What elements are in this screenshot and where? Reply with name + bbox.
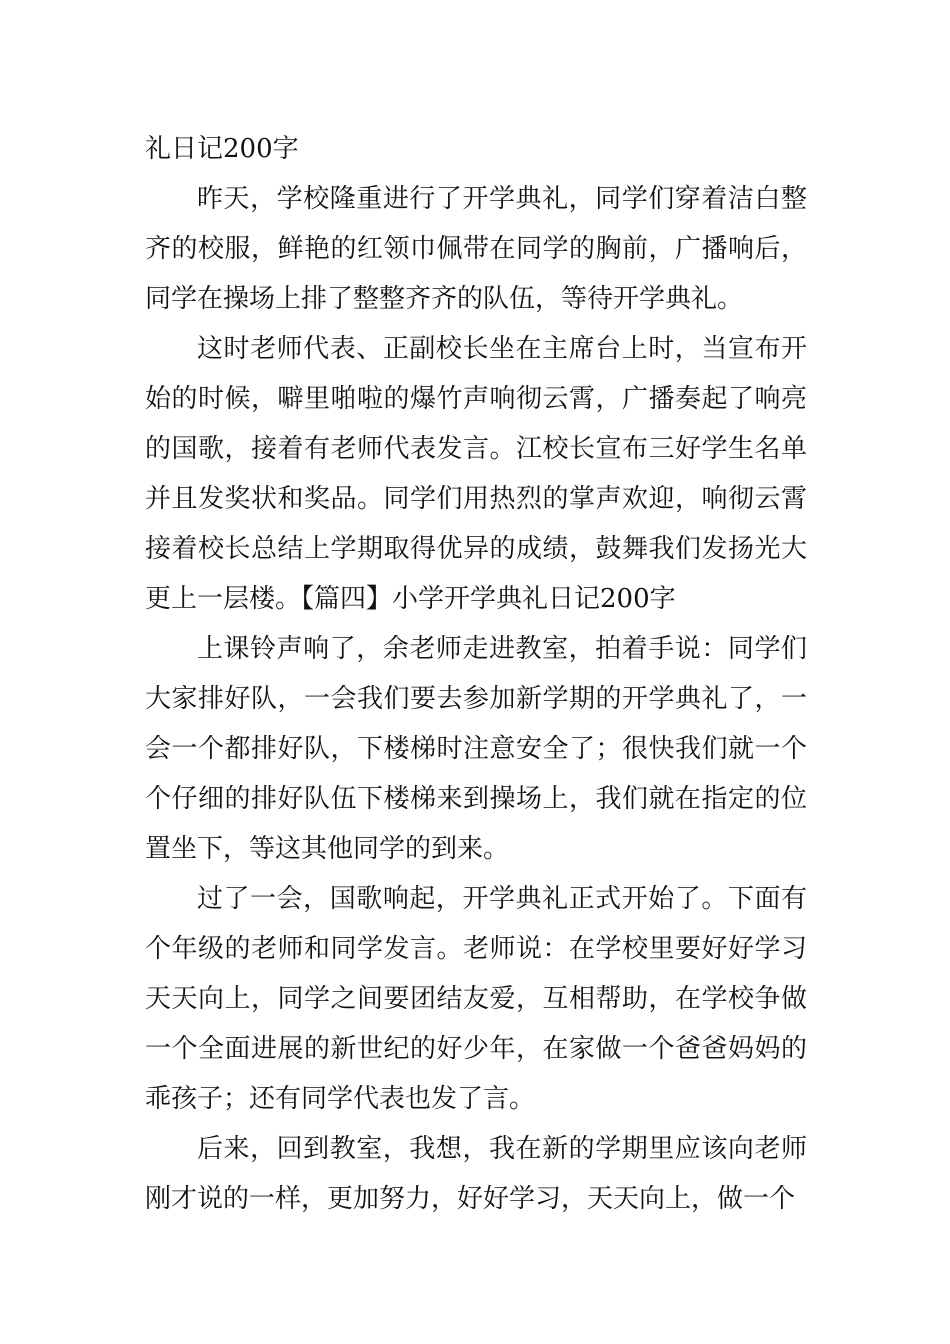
- paragraph: 这时老师代表、正副校长坐在主席台上时，当宣布开始的时候，噼里啪啦的爆竹声响彻云霄，广播奏起了响亮的国歌，接着有老师代表发言。江校长宣布三好学生名单并且发奖状和奖品。同学们用热烈的掌声欢迎，响彻云霄接着校长总结上学期取得优异的成绩，鼓舞我们发扬光大更上一层楼。【篇四】小学开学典礼日记200字: [145, 334, 807, 614]
- paragraph: 昨天，学校隆重进行了开学典礼，同学们穿着洁白整齐的校服，鲜艳的红领巾佩带在同学的胸前，广播响后，同学在操场上排了整整齐齐的队伍，等待开学典礼。: [145, 184, 807, 314]
- paragraph: 过了一会，国歌响起，开学典礼正式开始了。下面有个年级的老师和同学发言。老师说：在学校里要好好学习天天向上，同学之间要团结友爱，互相帮助，在学校争做一个全面进展的新世纪的好少年，在家做一个爸爸妈妈的乖孩子；还有同学代表也发了言。: [145, 884, 807, 1114]
- paragraph: 上课铃声响了，余老师走进教室，拍着手说：同学们大家排好队，一会我们要去参加新学期的开学典礼了，一会一个都排好队，下楼梯时注意安全了；很快我们就一个个仔细的排好队伍下楼梯来到操场上，我们就在指定的位置坐下，等这其他同学的到来。: [145, 634, 807, 864]
- paragraph-heading-continuation: 礼日记200字: [145, 134, 299, 164]
- paragraph: 后来，回到教室，我想，我在新的学期里应该向老师刚才说的一样，更加努力，好好学习，天天向上，做一个: [145, 1134, 807, 1214]
- document-body: [145, 124, 807, 1224]
